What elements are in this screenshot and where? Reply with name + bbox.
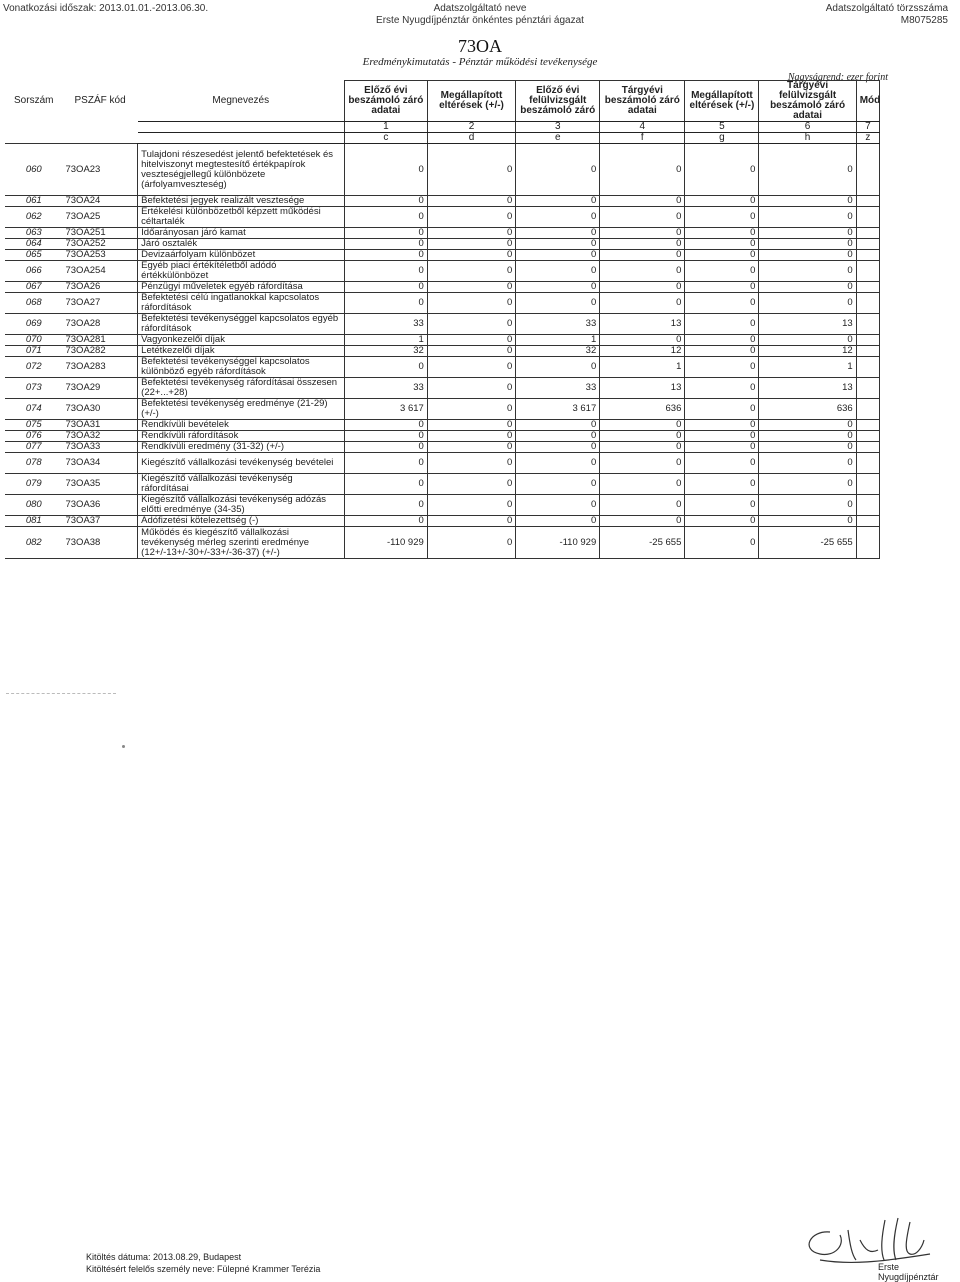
col-c6: Tárgyévi felülvizsgált beszámoló záró adatai <box>759 81 856 122</box>
row-value: 12 <box>759 346 856 357</box>
row-value: 0 <box>427 453 515 474</box>
row-number: 063 <box>5 228 62 239</box>
table-row <box>5 293 880 314</box>
table-row <box>5 239 880 250</box>
row-value: 1 <box>759 357 856 378</box>
row-value: 0 <box>516 239 600 250</box>
registration-block <box>826 3 948 27</box>
row-value: 0 <box>685 239 759 250</box>
row-value: 0 <box>516 207 600 228</box>
row-label: Befektetési tevékenységgel kapcsolatos különböző egyéb ráfordítások <box>138 357 345 378</box>
row-code: 73OA254 <box>62 261 137 282</box>
row-value: 0 <box>516 431 600 442</box>
row-number: 080 <box>5 495 62 516</box>
row-value: 0 <box>685 293 759 314</box>
row-value: 0 <box>759 261 856 282</box>
row-value: 0 <box>685 527 759 559</box>
row-value: 0 <box>759 250 856 261</box>
row-mod <box>856 261 879 282</box>
row-code: 73OA252 <box>62 239 137 250</box>
row-value: 3 617 <box>516 399 600 420</box>
col-num-1: 1 <box>344 122 427 133</box>
row-value: 0 <box>685 431 759 442</box>
row-value: -25 655 <box>759 527 856 559</box>
row-value: 0 <box>344 357 427 378</box>
row-mod <box>856 250 879 261</box>
row-value: 0 <box>600 282 685 293</box>
table-row <box>5 399 880 420</box>
row-number: 067 <box>5 282 62 293</box>
row-value: 0 <box>516 357 600 378</box>
row-number: 079 <box>5 474 62 495</box>
row-value: 0 <box>600 431 685 442</box>
row-value: 0 <box>344 420 427 431</box>
row-value: 0 <box>685 516 759 527</box>
row-mod <box>856 207 879 228</box>
row-value: 0 <box>344 474 427 495</box>
row-value: 0 <box>685 228 759 239</box>
row-number: 082 <box>5 527 62 559</box>
row-value: 0 <box>685 250 759 261</box>
row-value: 0 <box>516 442 600 453</box>
row-value: 32 <box>516 346 600 357</box>
row-value: 0 <box>427 357 515 378</box>
col-num-2: 2 <box>427 122 515 133</box>
col-letter-z: z <box>856 133 879 144</box>
row-value: 0 <box>516 228 600 239</box>
row-value: 0 <box>685 442 759 453</box>
row-number: 069 <box>5 314 62 335</box>
row-value: 0 <box>685 261 759 282</box>
row-value: 0 <box>600 196 685 207</box>
row-value: 0 <box>427 516 515 527</box>
row-value: 0 <box>759 335 856 346</box>
row-value: 0 <box>344 453 427 474</box>
row-value: 0 <box>600 495 685 516</box>
row-value: 0 <box>600 250 685 261</box>
row-value: 0 <box>600 228 685 239</box>
row-code: 73OA34 <box>62 453 137 474</box>
row-mod <box>856 144 879 196</box>
row-value: 0 <box>685 196 759 207</box>
row-value: 0 <box>427 527 515 559</box>
row-label: Befektetési célú ingatlanokkal kapcsolatos ráfordítások <box>138 293 345 314</box>
brand-name: Erste Nyugdíjpénztár <box>878 1262 939 1282</box>
table-row <box>5 453 880 474</box>
row-label: Járó osztalék <box>138 239 345 250</box>
row-value: 0 <box>516 144 600 196</box>
income-statement-table <box>5 80 880 559</box>
row-value: 0 <box>427 282 515 293</box>
table-row <box>5 282 880 293</box>
row-mod <box>856 282 879 293</box>
row-value: 0 <box>600 261 685 282</box>
row-label: Pénzügyi műveletek egyéb ráfordítása <box>138 282 345 293</box>
row-number: 070 <box>5 335 62 346</box>
row-value: 32 <box>344 346 427 357</box>
row-value: 0 <box>600 144 685 196</box>
col-megnevezes: Megnevezés <box>138 81 345 122</box>
provider-label: Adatszolgáltató neve <box>433 3 527 14</box>
row-value: 0 <box>759 207 856 228</box>
row-value: 0 <box>344 282 427 293</box>
table-row <box>5 495 880 516</box>
scan-artifact-line <box>6 693 116 694</box>
table-row <box>5 346 880 357</box>
col-pszaf: PSZÁF kód <box>74 95 126 106</box>
col-letter-c: c <box>344 133 427 144</box>
row-value: 0 <box>759 474 856 495</box>
row-number: 062 <box>5 207 62 228</box>
row-value: 0 <box>685 474 759 495</box>
row-number: 081 <box>5 516 62 527</box>
row-number: 077 <box>5 442 62 453</box>
row-value: 0 <box>427 144 515 196</box>
provider-block <box>0 3 960 27</box>
row-value: 0 <box>600 474 685 495</box>
row-value: 0 <box>685 357 759 378</box>
row-number: 074 <box>5 399 62 420</box>
row-value: 0 <box>516 250 600 261</box>
row-value: 0 <box>685 399 759 420</box>
row-value: 3 617 <box>344 399 427 420</box>
row-value: 33 <box>344 378 427 399</box>
row-value: 0 <box>427 495 515 516</box>
row-label: Értékelési különbözetből képzett működési céltartalék <box>138 207 345 228</box>
row-code: 73OA282 <box>62 346 137 357</box>
row-mod <box>856 431 879 442</box>
row-label: Befektetési tevékenységgel kapcsolatos egyéb ráfordítások <box>138 314 345 335</box>
row-value: 0 <box>344 431 427 442</box>
row-value: 0 <box>759 282 856 293</box>
row-value: -110 929 <box>516 527 600 559</box>
row-label: Devizaárfolyam különbözet <box>138 250 345 261</box>
row-value: 0 <box>600 239 685 250</box>
row-code: 73OA27 <box>62 293 137 314</box>
row-value: 636 <box>600 399 685 420</box>
table-row <box>5 527 880 559</box>
row-code: 73OA36 <box>62 495 137 516</box>
col-letter-g: g <box>685 133 759 144</box>
row-code: 73OA37 <box>62 516 137 527</box>
row-value: 0 <box>759 431 856 442</box>
table-row <box>5 474 880 495</box>
table-row <box>5 261 880 282</box>
row-label: Befektetési tevékenység ráfordításai összesen (22+...+28) <box>138 378 345 399</box>
col-c7: Mód <box>856 81 879 122</box>
row-value: 0 <box>516 196 600 207</box>
row-mod <box>856 228 879 239</box>
row-value: 33 <box>516 314 600 335</box>
row-value: 0 <box>759 239 856 250</box>
row-value: 0 <box>685 453 759 474</box>
row-value: 0 <box>344 250 427 261</box>
row-value: 0 <box>759 442 856 453</box>
row-value: 0 <box>427 239 515 250</box>
row-value: -110 929 <box>344 527 427 559</box>
unit-label: Nagyságrend: ezer forint <box>787 72 888 83</box>
row-mod <box>856 196 879 207</box>
col-letter-d: d <box>427 133 515 144</box>
row-value: 0 <box>600 420 685 431</box>
row-number: 068 <box>5 293 62 314</box>
row-value: 0 <box>600 442 685 453</box>
row-mod <box>856 527 879 559</box>
row-label: Letétkezelői díjak <box>138 346 345 357</box>
row-value: 13 <box>600 378 685 399</box>
row-mod <box>856 442 879 453</box>
row-value: 0 <box>427 474 515 495</box>
registration-number: M8075285 <box>900 15 948 26</box>
row-value: 12 <box>600 346 685 357</box>
col-num-6: 6 <box>759 122 856 133</box>
row-value: 13 <box>600 314 685 335</box>
row-value: 13 <box>759 378 856 399</box>
row-label: Rendkívüli bevételek <box>138 420 345 431</box>
row-value: 0 <box>600 207 685 228</box>
col-num-4: 4 <box>600 122 685 133</box>
handwritten-signature <box>790 1210 950 1270</box>
row-label: Időarányosan járó kamat <box>138 228 345 239</box>
row-value: 0 <box>516 453 600 474</box>
scan-artifact-dot <box>122 745 125 748</box>
row-mod <box>856 516 879 527</box>
report-code: 73OA <box>458 36 502 56</box>
col-letter-e: e <box>516 133 600 144</box>
row-number: 078 <box>5 453 62 474</box>
row-value: 0 <box>516 282 600 293</box>
row-value: 0 <box>344 207 427 228</box>
row-value: 0 <box>759 420 856 431</box>
row-value: 0 <box>600 516 685 527</box>
row-code: 73OA30 <box>62 399 137 420</box>
row-code: 73OA25 <box>62 207 137 228</box>
registration-label: Adatszolgáltató törzsszáma <box>825 3 948 14</box>
row-value: 1 <box>516 335 600 346</box>
fill-date: Kitöltés dátuma: 2013.08.29, Budapest <box>86 1252 242 1262</box>
row-value: 0 <box>344 239 427 250</box>
row-value: 0 <box>600 453 685 474</box>
col-num-5: 5 <box>685 122 759 133</box>
row-value: 0 <box>427 399 515 420</box>
row-value: 0 <box>759 516 856 527</box>
row-mod <box>856 474 879 495</box>
row-code: 73OA24 <box>62 196 137 207</box>
row-value: 0 <box>427 335 515 346</box>
row-value: 0 <box>344 196 427 207</box>
row-value: 0 <box>427 207 515 228</box>
row-value: 0 <box>427 261 515 282</box>
row-value: 0 <box>516 420 600 431</box>
table-row <box>5 442 880 453</box>
table-body <box>5 144 880 559</box>
row-mod <box>856 453 879 474</box>
row-number: 071 <box>5 346 62 357</box>
row-value: 0 <box>759 144 856 196</box>
row-value: 0 <box>685 282 759 293</box>
row-value: 0 <box>759 453 856 474</box>
row-value: 0 <box>685 495 759 516</box>
row-label: Rendkívüli ráfordítások <box>138 431 345 442</box>
row-number: 075 <box>5 420 62 431</box>
row-label: Vagyonkezelői díjak <box>138 335 345 346</box>
row-value: 0 <box>427 420 515 431</box>
row-value: 0 <box>427 314 515 335</box>
row-label: Adófizetési kötelezettség (-) <box>138 516 345 527</box>
row-label: Befektetési jegyek realizált vesztesége <box>138 196 345 207</box>
row-code: 73OA33 <box>62 442 137 453</box>
table-row <box>5 228 880 239</box>
row-code: 73OA31 <box>62 420 137 431</box>
row-value: 0 <box>516 261 600 282</box>
row-number: 073 <box>5 378 62 399</box>
col-c5: Megállapított eltérések (+/-) <box>685 81 759 122</box>
row-value: 0 <box>427 196 515 207</box>
row-value: -25 655 <box>600 527 685 559</box>
row-value: 0 <box>685 346 759 357</box>
row-code: 73OA281 <box>62 335 137 346</box>
table-row <box>5 378 880 399</box>
row-value: 0 <box>427 228 515 239</box>
row-code: 73OA28 <box>62 314 137 335</box>
row-value: 33 <box>516 378 600 399</box>
responsible-person: Kitöltésért felelős személy neve: Fülepné Krammer Terézia <box>86 1264 321 1274</box>
number-row <box>5 122 880 133</box>
col-c1: Előző évi beszámoló záró adatai <box>344 81 427 122</box>
report-subtitle: Eredménykimutatás - Pénztár működési tevékenysége <box>362 56 598 68</box>
col-num-3: 3 <box>516 122 600 133</box>
row-code: 73OA29 <box>62 378 137 399</box>
row-value: 0 <box>600 335 685 346</box>
row-value: 0 <box>344 293 427 314</box>
row-value: 0 <box>685 207 759 228</box>
row-value: 636 <box>759 399 856 420</box>
row-number: 064 <box>5 239 62 250</box>
row-value: 0 <box>344 261 427 282</box>
row-value: 0 <box>344 228 427 239</box>
table-row <box>5 420 880 431</box>
row-value: 0 <box>344 144 427 196</box>
row-value: 0 <box>427 346 515 357</box>
col-c4: Tárgyévi beszámoló záró adatai <box>600 81 685 122</box>
table-row <box>5 335 880 346</box>
row-value: 0 <box>685 314 759 335</box>
row-code: 73OA283 <box>62 357 137 378</box>
col-letter-f: f <box>600 133 685 144</box>
row-number: 061 <box>5 196 62 207</box>
row-mod <box>856 399 879 420</box>
row-value: 0 <box>516 293 600 314</box>
table-row <box>5 357 880 378</box>
row-value: 0 <box>600 293 685 314</box>
row-code: 73OA23 <box>62 144 137 196</box>
row-value: 0 <box>685 144 759 196</box>
header-row <box>5 81 880 122</box>
row-number: 066 <box>5 261 62 282</box>
row-value: 0 <box>759 228 856 239</box>
row-value: 0 <box>344 516 427 527</box>
table-row <box>5 314 880 335</box>
table-row <box>5 196 880 207</box>
row-label: Kiegészítő vállalkozási tevékenység bevételei <box>138 453 345 474</box>
row-number: 060 <box>5 144 62 196</box>
row-value: 0 <box>759 293 856 314</box>
row-mod <box>856 357 879 378</box>
row-code: 73OA32 <box>62 431 137 442</box>
row-mod <box>856 314 879 335</box>
row-label: Tulajdoni részesedést jelentő befektetések és hitelviszonyt megtestesítő értékpapírok veszteségjellegű különbözete (árfolyamveszteség) <box>138 144 345 196</box>
row-value: 0 <box>759 495 856 516</box>
row-code: 73OA26 <box>62 282 137 293</box>
row-code: 73OA253 <box>62 250 137 261</box>
col-c2: Megállapított eltérések (+/-) <box>427 81 515 122</box>
row-code: 73OA251 <box>62 228 137 239</box>
row-value: 0 <box>427 431 515 442</box>
row-value: 1 <box>600 357 685 378</box>
period-label: Vonatkozási időszak: 2013.01.01.-2013.06.30. <box>3 3 209 14</box>
row-value: 0 <box>685 378 759 399</box>
row-value: 0 <box>427 293 515 314</box>
row-label: Működés és kiegészítő vállalkozási tevékenység mérleg szerinti eredménye (12+/-13+/-30+/-33+/-36-37) (+/-) <box>138 527 345 559</box>
col-sorszam: Sorszám <box>14 95 54 106</box>
row-label: Egyéb piaci értékítéletből adódó értékkülönbözet <box>138 261 345 282</box>
row-value: 0 <box>759 196 856 207</box>
row-value: 0 <box>427 378 515 399</box>
row-value: 0 <box>344 442 427 453</box>
row-label: Kiegészítő vállalkozási tevékenység adózás előtti eredménye (34-35) <box>138 495 345 516</box>
row-label: Befektetési tevékenység eredménye (21-29) (+/-) <box>138 399 345 420</box>
row-value: 13 <box>759 314 856 335</box>
row-mod <box>856 495 879 516</box>
row-mod <box>856 293 879 314</box>
col-c3: Előző évi felülvizsgált beszámoló záró <box>516 81 600 122</box>
row-value: 33 <box>344 314 427 335</box>
row-value: 0 <box>516 474 600 495</box>
row-mod <box>856 420 879 431</box>
row-value: 0 <box>685 420 759 431</box>
row-value: 0 <box>685 335 759 346</box>
row-number: 072 <box>5 357 62 378</box>
row-value: 0 <box>516 516 600 527</box>
row-mod <box>856 335 879 346</box>
row-value: 0 <box>344 495 427 516</box>
row-value: 0 <box>427 250 515 261</box>
col-num-7: 7 <box>856 122 879 133</box>
row-code: 73OA38 <box>62 527 137 559</box>
row-value: 0 <box>427 442 515 453</box>
col-letter-h: h <box>759 133 856 144</box>
row-value: 0 <box>516 495 600 516</box>
table-row <box>5 144 880 196</box>
row-mod <box>856 239 879 250</box>
table-row <box>5 207 880 228</box>
row-number: 076 <box>5 431 62 442</box>
row-label: Kiegészítő vállalkozási tevékenység ráfordításai <box>138 474 345 495</box>
row-code: 73OA35 <box>62 474 137 495</box>
table-row <box>5 250 880 261</box>
letter-row <box>5 133 880 144</box>
provider-name: Erste Nyugdíjpénztár önkéntes pénztári ágazat <box>376 15 584 26</box>
table-row <box>5 431 880 442</box>
row-value: 1 <box>344 335 427 346</box>
row-mod <box>856 378 879 399</box>
row-mod <box>856 346 879 357</box>
row-number: 065 <box>5 250 62 261</box>
row-label: Rendkívüli eredmény (31-32) (+/-) <box>138 442 345 453</box>
table-row <box>5 516 880 527</box>
